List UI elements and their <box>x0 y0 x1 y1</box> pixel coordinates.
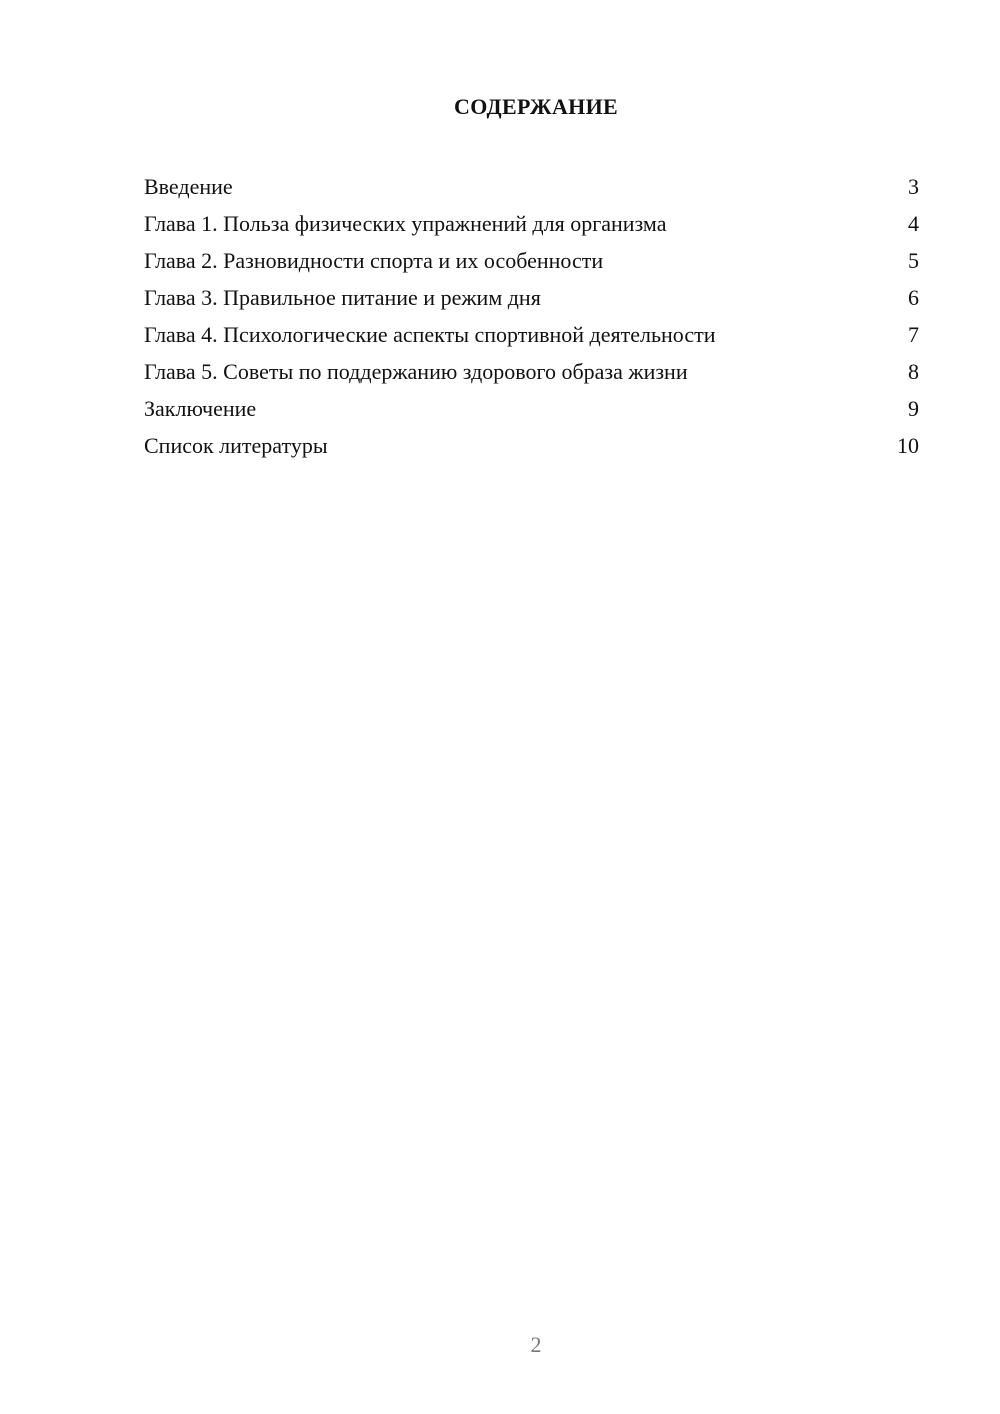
toc-item-label: Заключение <box>144 396 257 421</box>
toc-item-page: 4 <box>908 211 919 236</box>
toc-item-label: Глава 2. Разновидности спорта и их особенности <box>144 248 604 273</box>
page-number: 2 <box>530 1332 542 1357</box>
toc-title: СОДЕРЖАНИЕ <box>454 94 618 119</box>
toc-item-page: 3 <box>908 174 919 199</box>
toc-item-page: 9 <box>908 396 919 421</box>
toc-item-chapter-4 <box>144 316 919 353</box>
toc-item-references <box>144 427 919 464</box>
toc-item-page: 10 <box>897 433 919 458</box>
toc-item-chapter-5 <box>144 353 919 390</box>
toc-item-label: Глава 4. Психологические аспекты спортивной деятельности <box>144 322 716 347</box>
toc-item-page: 7 <box>908 322 919 347</box>
toc-item-introduction <box>144 168 919 205</box>
toc-item-label: Введение <box>144 174 233 199</box>
table-of-contents <box>144 168 919 464</box>
toc-item-label: Глава 3. Правильное питание и режим дня <box>144 285 541 310</box>
toc-item-page: 6 <box>908 285 919 310</box>
toc-item-chapter-2 <box>144 242 919 279</box>
toc-item-chapter-1 <box>144 205 919 242</box>
toc-item-label: Глава 5. Советы по поддержанию здорового образа жизни <box>144 359 688 384</box>
toc-item-chapter-3 <box>144 279 919 316</box>
toc-item-label: Глава 1. Польза физических упражнений для организма <box>144 211 667 236</box>
toc-item-page: 8 <box>908 359 919 384</box>
toc-item-label: Список литературы <box>144 433 328 458</box>
toc-item-conclusion <box>144 390 919 427</box>
toc-item-page: 5 <box>908 248 919 273</box>
